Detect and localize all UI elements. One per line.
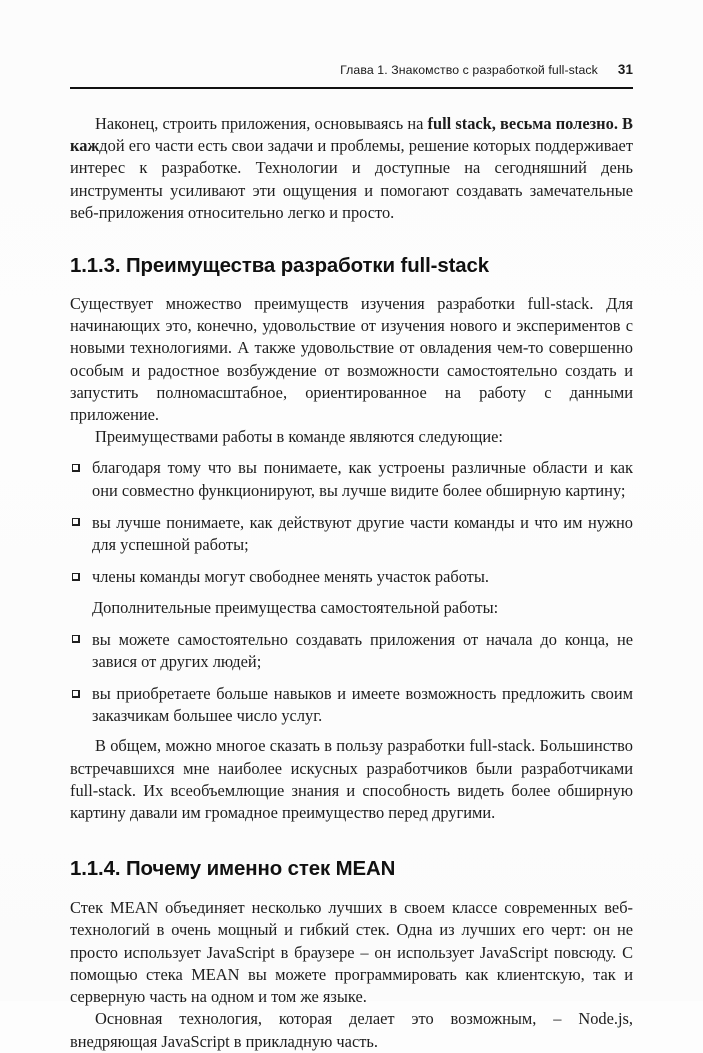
spacer — [70, 881, 633, 897]
team-benefits-list — [70, 457, 633, 588]
intro-text-pre: Наконец, строить приложения, основываясь на — [95, 114, 428, 133]
header-rule — [70, 87, 633, 89]
section-113-paragraph-1: Существует множество преимуществ изучения разработки full-stack. Для начинающих это, конечно, удовольствие от изучения нового и экспериментов с новыми технологиями. А также удовольствие от овладения чем-то совершенно особым и радостное возбуждение от возможности самостоятельно создать и запустить полномасштабное, ориентированное на работу с данными приложение. — [70, 294, 633, 425]
list-item — [70, 457, 633, 501]
hollow-square-bullet-icon — [72, 518, 80, 526]
solo-benefits-lead-in: Дополнительные преимущества самостоятельной работы: — [92, 598, 499, 618]
spacer — [70, 824, 633, 857]
list-item — [70, 629, 633, 673]
hollow-square-bullet-icon — [72, 464, 80, 472]
intro-paragraph — [70, 113, 633, 224]
solo-benefits-list — [70, 629, 633, 728]
list-item — [70, 683, 633, 727]
intro-text-post: дой его части есть свои задачи и проблемы, решение которых поддерживает интерес к разработке. Технологии и доступные на сегодняшний день инструменты усиливают эти ощущения и помогают создавать замечательные веб-приложения относительно легко и просто. — [70, 136, 633, 222]
list-item — [70, 566, 633, 588]
page-content — [70, 113, 633, 1053]
list-item-text: благодаря тому что вы понимаете, как устроены различные области и как они совместно функционируют, вы лучше видите более обширную картину; — [92, 458, 633, 500]
running-head — [70, 62, 633, 82]
list-item — [70, 512, 633, 556]
team-benefits-lead-in: Преимуществами работы в команде являются следующие: — [95, 427, 503, 447]
list-item-text: вы приобретаете больше навыков и имеете возможность предложить своим заказчикам большее число услуг. — [92, 684, 633, 726]
section-114-paragraph-1: Стек MEAN объединяет несколько лучших в своем классе современных веб-технологий в очень мощный и гибкий стек. Одна из лучших его черт: он не просто использует JavaScript в браузере – он использует JavaScript повсюду. С помощью стека MEAN вы можете программировать как клиентскую, так и серверную часть на одном и том же языке. — [70, 898, 633, 1007]
running-head-title: Глава 1. Знакомство с разработкой full-stack — [340, 63, 598, 77]
page-number: 31 — [617, 62, 633, 77]
section-heading-1-1-4: 1.1.4. Почему именно стек MEAN — [70, 858, 396, 881]
spacer — [70, 224, 633, 254]
spacer — [70, 727, 633, 735]
list-item-text: вы лучше понимаете, как действуют другие части команды и что им нужно для успешной работы; — [92, 512, 633, 555]
section-113-closing-paragraph: В общем, можно многое сказать в пользу разработки full-stack. Большинство встречавшихся мне наиболее искусных разработчиков были разработчиками full-stack. Их всеобъемлющие знания и способность видеть более обширную картину давали им громадное преимущество перед другими. — [70, 736, 633, 823]
hollow-square-bullet-icon — [72, 573, 80, 581]
section-heading-1-1-3: 1.1.3. Преимущества разработки full-stack — [70, 255, 490, 278]
list-item-text: члены команды могут свободнее менять участок работы. — [92, 567, 489, 587]
section-114-paragraph-2: Основная технология, которая делает это возможным, – Node.js, внедряющая JavaScript в прикладную часть. — [70, 1009, 633, 1051]
list-item-text: вы можете самостоятельно создавать приложения от начала до конца, не завися от других людей; — [92, 629, 633, 671]
hollow-square-bullet-icon — [72, 690, 80, 698]
spacer — [70, 278, 633, 293]
hollow-square-bullet-icon — [72, 635, 80, 643]
intro-text-bold: full stack, весьма полезно. В каж — [70, 114, 633, 156]
